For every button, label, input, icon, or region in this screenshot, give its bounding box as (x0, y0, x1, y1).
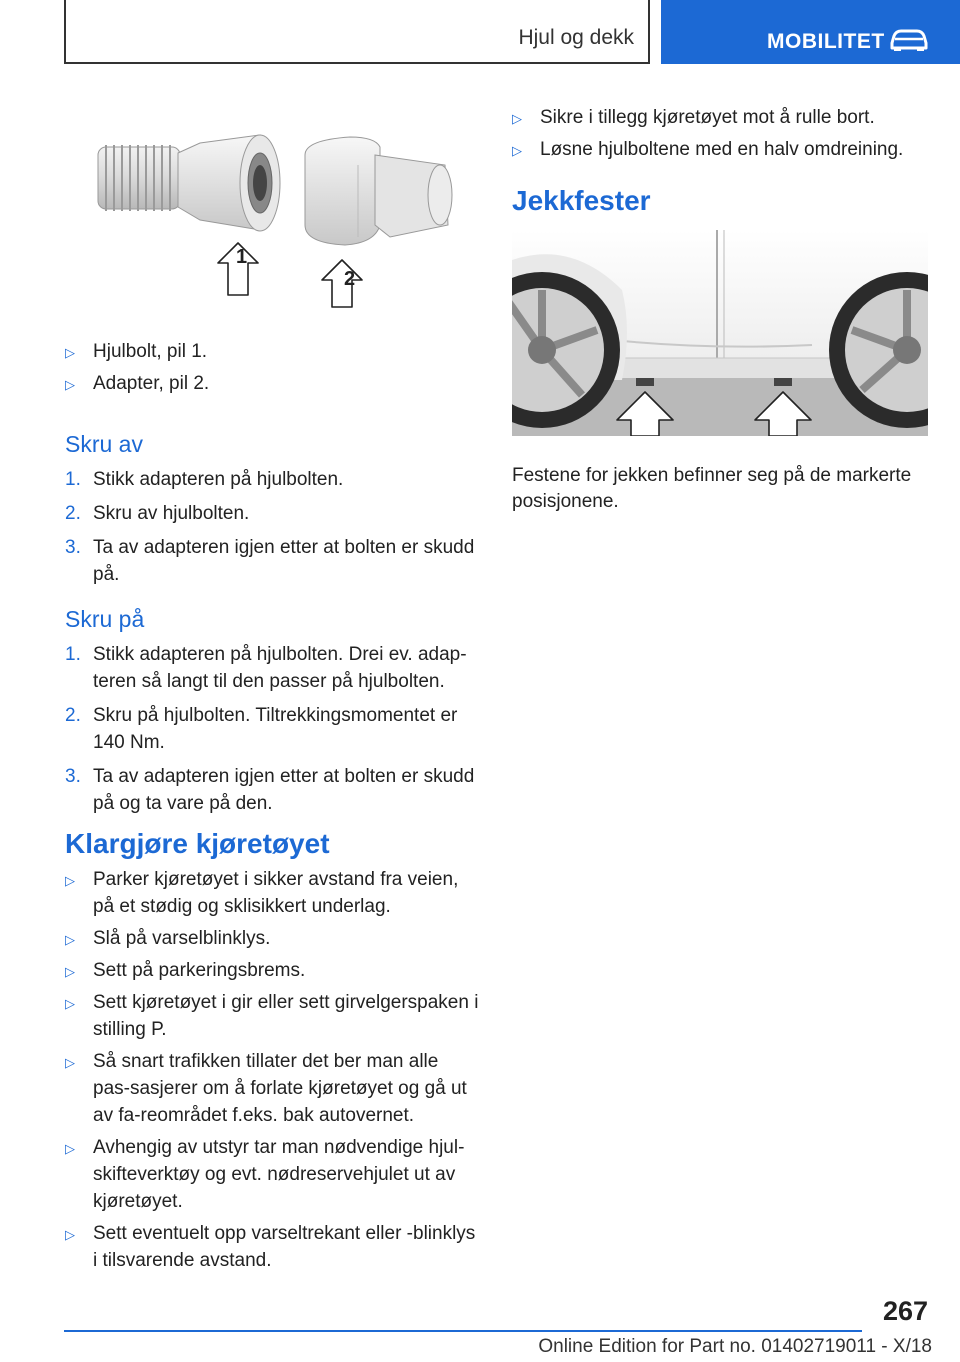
list-item: 2. Skru på hjulbolten. Tiltrekkingsmomentet er 140 Nm. (65, 705, 458, 753)
triangle-bullet-icon: ▷ (65, 377, 75, 392)
adapter-part (305, 137, 452, 245)
list-item: ▷ Sett eventuelt opp varseltrekant eller ‑blinklys i tilsvarende avstand. (65, 1223, 476, 1271)
triangle-bullet-icon: ▷ (65, 1141, 75, 1156)
page-number: 267 (882, 1296, 928, 1326)
list-item: ▷ Løsne hjulboltene med en halv omdreining. (512, 136, 927, 163)
list-item: ▷ Sett på parkeringsbrems. (65, 957, 480, 984)
list-item: 2. Skru av hjulbolten. (65, 503, 250, 524)
heading-skru-av: Skru av (65, 431, 143, 457)
arrow-label-1: 1 (236, 246, 248, 268)
chapter-tab-label: MOBILITET (767, 30, 885, 53)
car-icon (889, 27, 929, 51)
list-item: ▷ Sikre i tillegg kjøretøyet mot å rulle bort. (512, 104, 927, 131)
klargjore-list (65, 866, 480, 1274)
jacking-points-caption: Festene for jekken befinner seg på de markerte posisjonene. (512, 465, 912, 512)
bolt-thread (98, 145, 180, 211)
figure-legend-list (65, 338, 480, 397)
list-item: 3. Ta av adapteren igjen etter at bolten er skudd på. (65, 537, 475, 585)
triangle-bullet-icon: ▷ (65, 1227, 75, 1242)
skru-pa-steps (65, 641, 480, 817)
wheel-bolt-figure (90, 125, 460, 310)
triangle-bullet-icon: ▷ (512, 111, 522, 126)
section-title: Hjul og dekk (518, 26, 634, 49)
list-item: ▷ Sett kjøretøyet i gir eller sett girvelgerspaken i stilling P. (65, 992, 479, 1040)
triangle-bullet-icon: ▷ (65, 873, 75, 888)
list-item: ▷ Adapter, pil 2. (65, 370, 480, 397)
heading-skru-pa: Skru på (65, 606, 145, 632)
footer-edition: Online Edition for Part no. 01402719011 - X/18 (538, 1336, 932, 1357)
list-item: 3. Ta av adapteren igjen etter at bolten er skudd på og ta vare på den. (65, 766, 475, 814)
list-item: ▷ Avhengig av utstyr tar man nødvendige hjul‐skifteverktøy og evt. nødreservehjulet ut av kjøretøyet. (65, 1137, 465, 1212)
list-item: ▷ Hjulbolt, pil 1. (65, 338, 480, 365)
heading-jekkfester: Jekkfester (512, 185, 651, 216)
skru-av-steps (65, 466, 480, 588)
heading-klargjore: Klargjøre kjøretøyet (65, 828, 330, 859)
list-item: 1. Stikk adapteren på hjulbolten. (65, 469, 344, 490)
triangle-bullet-icon: ▷ (65, 964, 75, 979)
triangle-bullet-icon: ▷ (65, 345, 75, 360)
jacking-points-figure (512, 230, 928, 436)
header-section-box (64, 0, 650, 64)
right-top-list (512, 104, 927, 163)
list-item: ▷ Slå på varselblinklys. (65, 925, 480, 952)
triangle-bullet-icon: ▷ (65, 932, 75, 947)
list-item: ▷ Parker kjøretøyet i sikker avstand fra veien, på et stødig og sklisikkert underlag. (65, 869, 459, 917)
arrow-label-2: 2 (344, 268, 356, 290)
triangle-bullet-icon: ▷ (65, 1055, 75, 1070)
chapter-tab (661, 0, 960, 64)
list-item: 1. Stikk adapteren på hjulbolten. Drei ev. adap‐teren så langt til den passer på hjulbolten. (65, 644, 467, 692)
triangle-bullet-icon: ▷ (65, 996, 75, 1011)
footer-divider (64, 1330, 862, 1332)
triangle-bullet-icon: ▷ (512, 143, 522, 158)
arrow-2-icon (322, 260, 362, 307)
list-item: ▷ Så snart trafikken tillater det ber man alle pas‐sasjerer om å forlate kjøretøyet og gå ut av fa‐reområdet f.eks. bak autovernet. (65, 1051, 467, 1126)
